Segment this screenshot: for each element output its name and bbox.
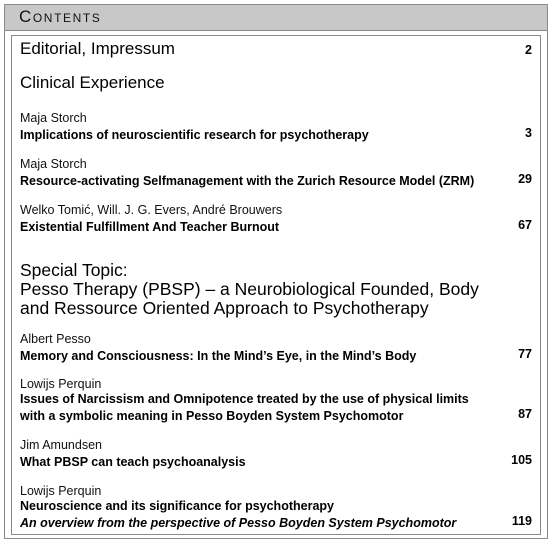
entry-title: Resource-activating Selfmanagement with the Zurich Resource Model (ZRM) (20, 174, 475, 188)
entry-title: Issues of Narcissism and Omnipotence treated by the use of physical limits (20, 392, 469, 406)
toc-entry[interactable] (20, 332, 532, 365)
entry-author: Albert Pesso (20, 332, 91, 346)
toc-entry[interactable] (20, 111, 532, 144)
page-number: 67 (518, 218, 532, 232)
entry-author: Welko Tomić, Will. J. G. Evers, André Brouwers (20, 203, 283, 217)
entry-title-continued: with a symbolic meaning in Pesso Boyden System Psychomotor (20, 409, 404, 423)
toc-entry[interactable] (20, 484, 532, 532)
toc-clinical-heading (20, 73, 532, 93)
page-number: 77 (518, 347, 532, 361)
special-topic-title-line: Pesso Therapy (PBSP) – a Neurobiological Founded, Body (20, 279, 479, 299)
contents-list (11, 35, 541, 535)
contents-frame (4, 4, 548, 539)
toc-editorial[interactable] (20, 39, 532, 59)
toc-entry[interactable] (20, 203, 532, 236)
entry-subtitle: An overview from the perspective of Pesso Boyden System Psychomotor (20, 516, 457, 530)
entry-title: Memory and Consciousness: In the Mind’s Eye, in the Mind’s Body (20, 349, 417, 363)
toc-entry[interactable] (20, 438, 532, 471)
contents-title: Contents (19, 7, 102, 26)
page-number: 105 (511, 453, 532, 467)
toc-entry[interactable] (20, 157, 532, 190)
page-number: 3 (525, 126, 532, 140)
toc-special-topic-heading (20, 261, 532, 318)
contents-header (5, 5, 547, 31)
special-topic-title-line: and Ressource Oriented Approach to Psychotherapy (20, 298, 429, 318)
entry-author: Maja Storch (20, 111, 87, 125)
entry-title: Existential Fulfillment And Teacher Burnout (20, 220, 280, 234)
special-topic-label: Special Topic: (20, 260, 128, 280)
page-number: 119 (511, 514, 532, 528)
page-number: 2 (525, 43, 532, 57)
entry-title: Neuroscience and its significance for psychotherapy (20, 499, 334, 513)
section-heading-clinical: Clinical Experience (20, 73, 165, 92)
page-number: 87 (518, 407, 532, 421)
entry-title: Implications of neuroscientific research for psychotherapy (20, 128, 369, 142)
page-number: 29 (518, 172, 532, 186)
entry-title: What PBSP can teach psychoanalysis (20, 455, 246, 469)
entry-author: Jim Amundsen (20, 438, 102, 452)
toc-entry[interactable] (20, 377, 532, 425)
section-heading-editorial: Editorial, Impressum (20, 39, 175, 58)
entry-author: Lowijs Perquin (20, 484, 102, 498)
entry-author: Maja Storch (20, 157, 87, 171)
entry-author: Lowijs Perquin (20, 377, 102, 391)
